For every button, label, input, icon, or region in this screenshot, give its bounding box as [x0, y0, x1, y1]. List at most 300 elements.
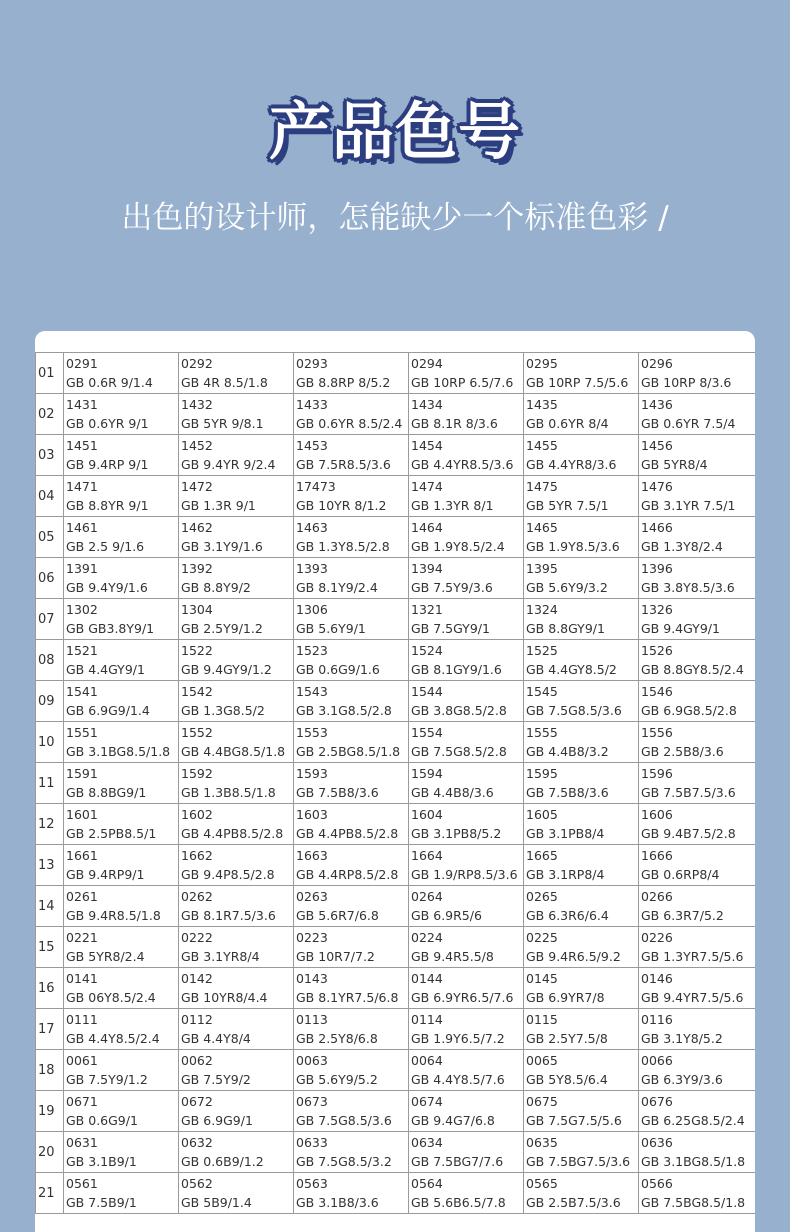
color-cell — [179, 1173, 294, 1214]
color-code: 1306 — [296, 602, 328, 617]
color-cell — [294, 722, 409, 763]
gb-standard-value: GB 6.3Y9/3.6 — [641, 1072, 723, 1087]
color-code: 1545 — [526, 684, 558, 699]
color-cell — [64, 1132, 179, 1173]
gb-standard-value: GB 8.1Y9/2.4 — [296, 580, 378, 595]
table-row — [36, 845, 756, 886]
gb-standard-value: GB 06Y8.5/2.4 — [66, 990, 156, 1005]
color-code: 1521 — [66, 643, 98, 658]
color-cell — [294, 435, 409, 476]
color-code: 0291 — [66, 356, 98, 371]
color-code: 0636 — [641, 1135, 673, 1150]
gb-standard-value: GB 0.6R 9/1.4 — [66, 375, 153, 390]
color-cell — [294, 558, 409, 599]
gb-standard-value: GB 4.4Y8.5/2.4 — [66, 1031, 160, 1046]
gb-standard-value: GB 1.9Y6.5/7.2 — [411, 1031, 505, 1046]
gb-standard-value: GB 7.5GY9/1 — [411, 621, 490, 636]
color-code: 1474 — [411, 479, 443, 494]
color-cell — [409, 763, 524, 804]
color-code: 1546 — [641, 684, 673, 699]
color-cell — [179, 599, 294, 640]
color-code: 0221 — [66, 930, 98, 945]
color-code: 1664 — [411, 848, 443, 863]
color-cell — [639, 763, 756, 804]
row-index: 09 — [36, 681, 64, 722]
color-table-wrap — [35, 352, 755, 1232]
row-index: 15 — [36, 927, 64, 968]
gb-standard-value: GB 3.1YR 7.5/1 — [641, 498, 736, 513]
color-cell — [524, 353, 639, 394]
color-cell — [179, 476, 294, 517]
color-cell — [64, 1173, 179, 1214]
row-index: 02 — [36, 394, 64, 435]
color-cell — [409, 968, 524, 1009]
color-code: 1593 — [296, 766, 328, 781]
color-code: 1452 — [181, 438, 213, 453]
gb-standard-value: GB 6.25G8.5/2.4 — [641, 1113, 745, 1128]
gb-standard-value: GB 7.5BG8.5/1.8 — [641, 1195, 746, 1210]
gb-standard-value: GB 5.6Y9/5.2 — [296, 1072, 378, 1087]
gb-standard-value: GB 3.8Y8.5/3.6 — [641, 580, 735, 595]
row-index: 11 — [36, 763, 64, 804]
color-cell — [524, 517, 639, 558]
gb-standard-value: GB 6.9G9/1 — [181, 1113, 253, 1128]
gb-standard-value: GB 4.4GY9/1 — [66, 662, 145, 677]
color-code: 1464 — [411, 520, 443, 535]
color-code: 1324 — [526, 602, 558, 617]
color-code: 1553 — [296, 725, 328, 740]
color-code: 0065 — [526, 1053, 558, 1068]
color-cell — [639, 517, 756, 558]
color-code: 1665 — [526, 848, 558, 863]
gb-standard-value: GB 5.6B6.5/7.8 — [411, 1195, 506, 1210]
gb-standard-value: GB 8.8GY9/1 — [526, 621, 605, 636]
color-code: 0226 — [641, 930, 673, 945]
color-cell — [409, 517, 524, 558]
color-cell — [294, 763, 409, 804]
color-code: 0116 — [641, 1012, 673, 1027]
color-code: 0673 — [296, 1094, 328, 1109]
color-code: 1392 — [181, 561, 213, 576]
color-code: 0672 — [181, 1094, 213, 1109]
color-cell — [64, 394, 179, 435]
color-code: 1605 — [526, 807, 558, 822]
table-row — [36, 968, 756, 1009]
gb-standard-value: GB 7.5BG7/7.6 — [411, 1154, 504, 1169]
color-cell — [639, 1132, 756, 1173]
color-cell — [64, 599, 179, 640]
gb-standard-value: GB 9.4G7/6.8 — [411, 1113, 495, 1128]
color-cell — [179, 1009, 294, 1050]
gb-standard-value: GB 4.4YR8/3.6 — [526, 457, 617, 472]
color-code: 1463 — [296, 520, 328, 535]
color-code: 1603 — [296, 807, 328, 822]
gb-standard-value: GB 7.5B8/3.6 — [526, 785, 609, 800]
gb-standard-value: GB 6.9YR7/8 — [526, 990, 605, 1005]
gb-standard-value: GB 3.1Y9/1.6 — [181, 539, 263, 554]
gb-standard-value: GB 4.4BG8.5/1.8 — [181, 744, 286, 759]
color-cell — [639, 968, 756, 1009]
color-code: 1525 — [526, 643, 558, 658]
color-code: 0296 — [641, 356, 673, 371]
color-code: 1554 — [411, 725, 443, 740]
color-code: 1326 — [641, 602, 673, 617]
color-code: 1606 — [641, 807, 673, 822]
color-code: 1591 — [66, 766, 98, 781]
gb-standard-value: GB 9.4RP9/1 — [66, 867, 145, 882]
color-cell — [409, 353, 524, 394]
color-cell — [639, 886, 756, 927]
color-cell — [639, 558, 756, 599]
table-row — [36, 1050, 756, 1091]
color-cell — [409, 722, 524, 763]
color-code: 1541 — [66, 684, 98, 699]
color-cell — [524, 681, 639, 722]
gb-standard-value: GB 9.4R5.5/8 — [411, 949, 494, 964]
gb-standard-value: GB 7.5G8.5/2.8 — [411, 744, 507, 759]
color-cell — [524, 1091, 639, 1132]
table-row — [36, 476, 756, 517]
color-code: 0145 — [526, 971, 558, 986]
gb-standard-value: GB 0.6YR 8.5/2.4 — [296, 416, 403, 431]
color-code: 0631 — [66, 1135, 98, 1150]
color-cell — [294, 968, 409, 1009]
color-cell — [294, 1091, 409, 1132]
color-cell — [524, 1050, 639, 1091]
gb-standard-value: GB 9.4R8.5/1.8 — [66, 908, 161, 923]
color-code: 0562 — [181, 1176, 213, 1191]
color-code: 0111 — [66, 1012, 98, 1027]
color-cell — [64, 517, 179, 558]
color-cell — [294, 476, 409, 517]
color-code: 1431 — [66, 397, 98, 412]
color-cell — [524, 845, 639, 886]
color-cell — [639, 435, 756, 476]
color-cell — [524, 1132, 639, 1173]
color-code: 0264 — [411, 889, 443, 904]
color-cell — [64, 722, 179, 763]
color-cell — [179, 722, 294, 763]
color-cell — [64, 1009, 179, 1050]
color-cell — [524, 968, 639, 1009]
gb-standard-value: GB 10R7/7.2 — [296, 949, 375, 964]
color-cell — [639, 1009, 756, 1050]
color-code: 1592 — [181, 766, 213, 781]
color-code: 1302 — [66, 602, 98, 617]
gb-standard-value: GB 4.4Y8.5/7.6 — [411, 1072, 505, 1087]
color-code: 0563 — [296, 1176, 328, 1191]
color-code: 0142 — [181, 971, 213, 986]
color-code: 1551 — [66, 725, 98, 740]
color-cell — [64, 763, 179, 804]
color-code: 0143 — [296, 971, 328, 986]
gb-standard-value: GB GB3.8Y9/1 — [66, 621, 155, 636]
color-cell — [64, 681, 179, 722]
color-cell — [524, 927, 639, 968]
gb-standard-value: GB 9.4R6.5/9.2 — [526, 949, 621, 964]
gb-standard-value: GB 9.4GY9/1.2 — [181, 662, 272, 677]
color-cell — [294, 886, 409, 927]
color-code: 1433 — [296, 397, 328, 412]
color-cell — [294, 845, 409, 886]
color-cell — [409, 886, 524, 927]
gb-standard-value: GB 7.5G7.5/5.6 — [526, 1113, 622, 1128]
gb-standard-value: GB 3.8G8.5/2.8 — [411, 703, 507, 718]
color-code: 1526 — [641, 643, 673, 658]
color-code: 1543 — [296, 684, 328, 699]
color-code: 17473 — [296, 479, 336, 494]
color-code: 1455 — [526, 438, 558, 453]
color-cell — [64, 558, 179, 599]
row-index: 17 — [36, 1009, 64, 1050]
color-cell — [409, 558, 524, 599]
table-row — [36, 1132, 756, 1173]
color-code: 1393 — [296, 561, 328, 576]
color-code: 0676 — [641, 1094, 673, 1109]
color-code: 1436 — [641, 397, 673, 412]
color-cell — [409, 1050, 524, 1091]
color-code: 1476 — [641, 479, 673, 494]
color-cell — [639, 804, 756, 845]
color-code: 1523 — [296, 643, 328, 658]
color-code: 0293 — [296, 356, 328, 371]
gb-standard-value: GB 2.5Y9/1.2 — [181, 621, 263, 636]
gb-standard-value: GB 1.3Y8.5/2.8 — [296, 539, 390, 554]
gb-standard-value: GB 8.1GY9/1.6 — [411, 662, 502, 677]
gb-standard-value: GB 2.5B8/3.6 — [641, 744, 724, 759]
color-code: 0266 — [641, 889, 673, 904]
color-cell — [409, 845, 524, 886]
gb-standard-value: GB 0.6G9/1.6 — [296, 662, 380, 677]
gb-standard-value: GB 0.6YR 9/1 — [66, 416, 149, 431]
color-cell — [294, 1050, 409, 1091]
color-code: 1432 — [181, 397, 213, 412]
gb-standard-value: GB 3.1PB8/4 — [526, 826, 605, 841]
row-index: 12 — [36, 804, 64, 845]
gb-standard-value: GB 0.6RP8/4 — [641, 867, 720, 882]
color-cell — [179, 681, 294, 722]
row-index: 03 — [36, 435, 64, 476]
color-cell — [294, 927, 409, 968]
gb-standard-value: GB 8.8GY8.5/2.4 — [641, 662, 744, 677]
gb-standard-value: GB 9.4B7.5/2.8 — [641, 826, 736, 841]
color-code: 0265 — [526, 889, 558, 904]
gb-standard-value: GB 7.5Y9/1.2 — [66, 1072, 148, 1087]
gb-standard-value: GB 2.5 9/1.6 — [66, 539, 145, 554]
color-code: 1456 — [641, 438, 673, 453]
gb-standard-value: GB 1.9Y8.5/2.4 — [411, 539, 505, 554]
color-cell — [64, 804, 179, 845]
color-cell — [524, 476, 639, 517]
row-index: 04 — [36, 476, 64, 517]
color-cell — [639, 640, 756, 681]
gb-standard-value: GB 5B9/1.4 — [181, 1195, 252, 1210]
gb-standard-value: GB 7.5G8.5/3.6 — [296, 1113, 392, 1128]
gb-standard-value: GB 6.3R6/6.4 — [526, 908, 609, 923]
gb-standard-value: GB 1.3G8.5/2 — [181, 703, 265, 718]
color-cell — [179, 1050, 294, 1091]
gb-standard-value: GB 7.5Y9/2 — [181, 1072, 251, 1087]
table-row — [36, 722, 756, 763]
gb-standard-value: GB 7.5Y9/3.6 — [411, 580, 493, 595]
color-code: 0292 — [181, 356, 213, 371]
gb-standard-value: GB 3.1YR8/4 — [181, 949, 260, 964]
color-cell — [179, 1091, 294, 1132]
row-index: 21 — [36, 1173, 64, 1214]
gb-standard-value: GB 7.5B9/1 — [66, 1195, 137, 1210]
table-row — [36, 1173, 756, 1214]
color-code: 1595 — [526, 766, 558, 781]
gb-standard-value: GB 1.9/RP8.5/3.6 — [411, 867, 518, 882]
row-index: 19 — [36, 1091, 64, 1132]
color-code: 0114 — [411, 1012, 443, 1027]
color-cell — [639, 476, 756, 517]
color-cell — [179, 886, 294, 927]
row-index: 13 — [36, 845, 64, 886]
gb-standard-value: GB 9.4YR 9/2.4 — [181, 457, 276, 472]
color-code: 0566 — [641, 1176, 673, 1191]
gb-standard-value: GB 1.3YR 8/1 — [411, 498, 494, 513]
gb-standard-value: GB 4.4PB8.5/2.8 — [181, 826, 284, 841]
gb-standard-value: GB 9.4RP 9/1 — [66, 457, 149, 472]
color-cell — [524, 1009, 639, 1050]
table-row — [36, 353, 756, 394]
color-cell — [294, 804, 409, 845]
gb-standard-value: GB 7.5G8.5/3.2 — [296, 1154, 392, 1169]
color-code: 1454 — [411, 438, 443, 453]
color-cell — [639, 1050, 756, 1091]
color-cell — [294, 394, 409, 435]
color-cell — [294, 1009, 409, 1050]
gb-standard-value: GB 9.4Y9/1.6 — [66, 580, 148, 595]
gb-standard-value: GB 3.1G8.5/2.8 — [296, 703, 392, 718]
color-code: 1524 — [411, 643, 443, 658]
gb-standard-value: GB 5YR8/2.4 — [66, 949, 145, 964]
color-cell — [409, 599, 524, 640]
color-cell — [294, 517, 409, 558]
color-cell — [639, 599, 756, 640]
gb-standard-value: GB 4.4Y8/4 — [181, 1031, 251, 1046]
color-cell — [524, 804, 639, 845]
gb-standard-value: GB 6.3R7/5.2 — [641, 908, 724, 923]
color-cell — [639, 1173, 756, 1214]
gb-standard-value: GB 8.8BG9/1 — [66, 785, 147, 800]
color-cell — [64, 476, 179, 517]
gb-standard-value: GB 9.4P8.5/2.8 — [181, 867, 275, 882]
color-cell — [524, 599, 639, 640]
gb-standard-value: GB 1.3YR7.5/5.6 — [641, 949, 744, 964]
table-row — [36, 886, 756, 927]
table-row — [36, 599, 756, 640]
row-index: 10 — [36, 722, 64, 763]
color-code: 1542 — [181, 684, 213, 699]
color-cell — [294, 1132, 409, 1173]
gb-standard-value: GB 8.8RP 8/5.2 — [296, 375, 391, 390]
color-code: 1462 — [181, 520, 213, 535]
color-code: 1321 — [411, 602, 443, 617]
color-code: 0561 — [66, 1176, 98, 1191]
color-code: 1596 — [641, 766, 673, 781]
gb-standard-value: GB 1.3B8.5/1.8 — [181, 785, 276, 800]
color-code: 1544 — [411, 684, 443, 699]
color-code: 1451 — [66, 438, 98, 453]
gb-standard-value: GB 7.5B7.5/3.6 — [641, 785, 736, 800]
color-code: 0263 — [296, 889, 328, 904]
color-cell — [409, 1132, 524, 1173]
color-cell — [639, 927, 756, 968]
color-cell — [639, 681, 756, 722]
color-code: 1304 — [181, 602, 213, 617]
color-cell — [64, 1091, 179, 1132]
color-cell — [409, 1173, 524, 1214]
gb-standard-value: GB 2.5B7.5/3.6 — [526, 1195, 621, 1210]
color-cell — [524, 722, 639, 763]
color-cell — [524, 886, 639, 927]
color-cell — [64, 968, 179, 1009]
gb-standard-value: GB 5Y8.5/6.4 — [526, 1072, 608, 1087]
color-code: 0061 — [66, 1053, 98, 1068]
color-cell — [409, 1091, 524, 1132]
page-subtitle: 出色的设计师，怎能缺少一个标准色彩 / — [121, 200, 669, 236]
row-index: 14 — [36, 886, 64, 927]
color-cell — [639, 845, 756, 886]
color-cell — [179, 927, 294, 968]
color-code: 1594 — [411, 766, 443, 781]
gb-standard-value: GB 4.4B8/3.6 — [411, 785, 494, 800]
color-code: 1435 — [526, 397, 558, 412]
color-cell — [64, 845, 179, 886]
gb-standard-value: GB 5.6Y9/3.2 — [526, 580, 608, 595]
gb-standard-value: GB 4.4YR8.5/3.6 — [411, 457, 514, 472]
color-code: 0262 — [181, 889, 213, 904]
gb-standard-value: GB 8.8YR 9/1 — [66, 498, 149, 513]
color-code: 1461 — [66, 520, 98, 535]
color-code: 1661 — [66, 848, 98, 863]
color-code: 0113 — [296, 1012, 328, 1027]
color-code: 0294 — [411, 356, 443, 371]
gb-standard-value: GB 4.4GY8.5/2 — [526, 662, 617, 677]
color-cell — [179, 763, 294, 804]
gb-standard-value: GB 0.6G9/1 — [66, 1113, 138, 1128]
color-code: 0066 — [641, 1053, 673, 1068]
gb-standard-value: GB 2.5Y7.5/8 — [526, 1031, 608, 1046]
color-code: 1434 — [411, 397, 443, 412]
gb-standard-value: GB 10RP 8/3.6 — [641, 375, 732, 390]
gb-standard-value: GB 7.5G8.5/3.6 — [526, 703, 622, 718]
color-code: 1394 — [411, 561, 443, 576]
color-code: 1522 — [181, 643, 213, 658]
color-cell — [409, 435, 524, 476]
color-code: 1601 — [66, 807, 98, 822]
color-cell — [179, 435, 294, 476]
gb-standard-value: GB 5YR8/4 — [641, 457, 708, 472]
color-cell — [524, 640, 639, 681]
color-code: 0635 — [526, 1135, 558, 1150]
color-code: 1662 — [181, 848, 213, 863]
color-cell — [524, 435, 639, 476]
color-code: 0565 — [526, 1176, 558, 1191]
color-cell — [179, 1132, 294, 1173]
page-title: 产品色号 — [268, 95, 521, 168]
color-cell — [179, 968, 294, 1009]
color-code: 1396 — [641, 561, 673, 576]
color-cell — [64, 927, 179, 968]
gb-standard-value: GB 4R 8.5/1.8 — [181, 375, 268, 390]
table-row — [36, 763, 756, 804]
row-index: 08 — [36, 640, 64, 681]
color-code: 1395 — [526, 561, 558, 576]
color-code-table — [35, 352, 755, 1214]
